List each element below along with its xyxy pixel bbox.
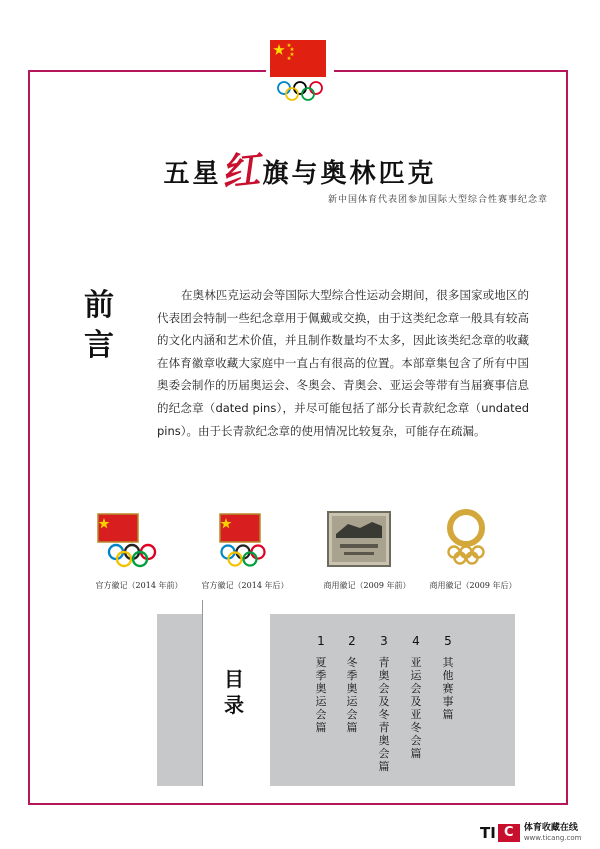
pin-caption: 商用徽记（2009 年后） <box>429 581 517 590</box>
preface-body: 在奥林匹克运动会等国际大型综合性运动会期间，很多国家或地区的代表团会特制一些纪念章用于佩戴或交换，由于这类纪念章一般具有较高的文化内涵和艺术价值，并且制作数量均不太多，因此该类纪念章的收藏在体育徽章收藏大家庭中一直占有很高的位置。本部章集包含了所有中国奥委会制作的历届奥运会、冬奥会、青奥会、亚运会等带有当届赛事信息的纪念章（dated pins），并尽可能包括了部分长青款纪念章（undated pins）。由于长青款纪念章的使用情况比较复杂，可能存在疏漏。 <box>157 288 529 438</box>
pin-official-post2014 <box>190 504 300 591</box>
page-title: 五星红旗与奥林匹克 <box>0 138 600 193</box>
toc-item-5[interactable]: 5 其他赛事篇 <box>442 634 454 721</box>
pin-caption: 官方徽记（2014 年前） <box>95 581 183 590</box>
pin-gold-wreath-icon <box>418 504 528 574</box>
olympic-rings-icon <box>276 80 324 102</box>
pin-commercial-pre2009 <box>312 504 422 591</box>
logo-name: 体育收藏在线 <box>523 823 578 833</box>
toc-item-1[interactable]: 1 夏季奥运会篇 <box>315 634 327 734</box>
toc-item-4[interactable]: 4 亚运会及亚冬会篇 <box>410 634 422 760</box>
logo-url: www.ticang.com <box>523 834 582 842</box>
pin-flag-rings-icon <box>190 504 300 574</box>
toc-item-3[interactable]: 3 青奥会及冬青奥会篇 <box>378 634 390 773</box>
site-logo[interactable] <box>480 822 581 844</box>
pin-commercial-post2009 <box>418 504 528 591</box>
preface-heading: 前言 <box>84 288 114 363</box>
pin-flag-rings-icon <box>84 504 194 574</box>
pin-caption: 商用徽记（2009 年前） <box>323 581 411 590</box>
page-subtitle: 新中国体育代表团参加国际大型综合性赛事纪念章 <box>327 195 548 205</box>
pin-official-pre2014 <box>84 504 194 591</box>
logo-box: C <box>498 824 520 842</box>
china-flag-icon <box>270 40 326 77</box>
flag-olympic-emblem <box>266 36 334 106</box>
toc-divider <box>202 600 203 786</box>
logo-letters: TI <box>480 824 496 842</box>
toc-item-2[interactable]: 2 冬季奥运会篇 <box>346 634 358 734</box>
toc-title: 目录 <box>224 667 244 717</box>
pin-silver-plate-icon <box>312 504 422 574</box>
title-red-character: 红 <box>219 145 266 196</box>
pin-caption: 官方徽记（2014 年后） <box>201 581 289 590</box>
